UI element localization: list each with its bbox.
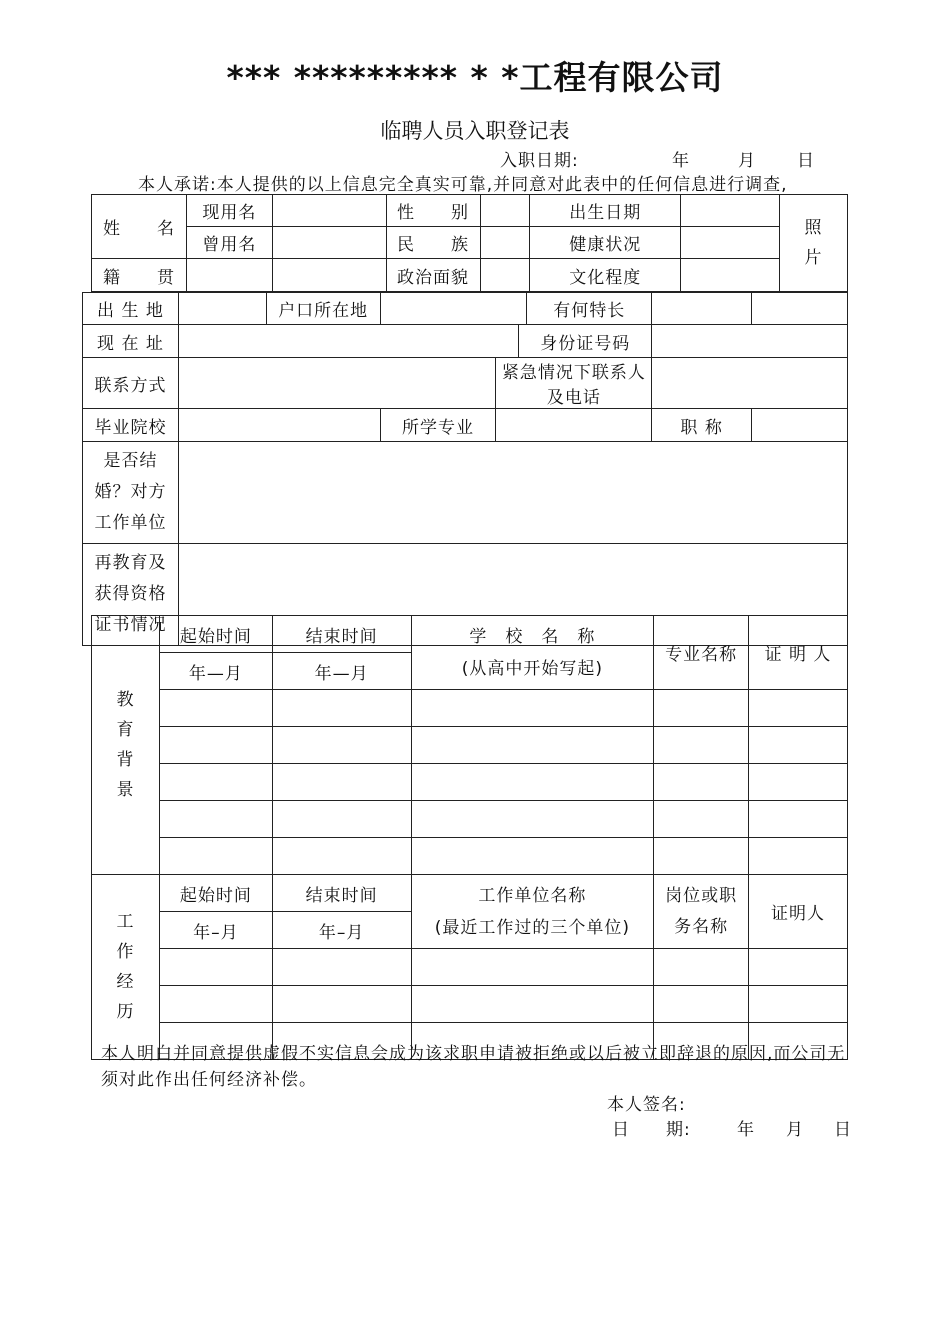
footer-statement: 本人明白并同意提供虚假不实信息会成为该求职申请被拒绝或以后被立即辞退的原因,而公司无须对此作出任何经济补偿。 — [101, 1044, 846, 1090]
entry-date-month: 月 — [738, 151, 756, 171]
edu-witness-header: 证 明 人 — [749, 616, 848, 690]
edu-row-1-start[interactable] — [159, 690, 272, 727]
education-level-label: 文化程度 — [530, 259, 681, 292]
photo-box[interactable] — [780, 195, 848, 292]
work-start-ym: 年–月 — [159, 912, 272, 949]
reeducation-label: 再教育及获得资格证书情况 — [83, 544, 179, 646]
edu-end-ym: 年—月 — [272, 653, 411, 690]
title-label: 职 称 — [652, 409, 752, 442]
title-field[interactable] — [752, 409, 848, 442]
work-end-header: 结束时间 — [272, 875, 411, 912]
entry-date-year: 年 — [672, 151, 690, 171]
form-title: 临聘人员入职登记表 — [380, 119, 570, 143]
married-label: 是否结婚？对方工作单位 — [83, 442, 179, 544]
ethnicity-label: 民 族 — [386, 227, 480, 259]
birthplace-label: 出 生 地 — [83, 293, 179, 325]
photo-label-2: 片 — [804, 248, 823, 268]
contact-table — [82, 292, 848, 646]
work-row-1-post[interactable] — [654, 949, 749, 986]
emergency-label: 紧急情况下联系人及电话 — [496, 358, 652, 409]
edu-row-1-major[interactable] — [654, 690, 749, 727]
edu-char-1: 教 — [116, 690, 135, 710]
edu-school-header — [411, 616, 654, 690]
edu-row-3-school[interactable] — [411, 764, 654, 801]
edu-start-header: 起始时间 — [159, 616, 272, 653]
footer-month: 月 — [786, 1120, 804, 1140]
work-section-label — [92, 875, 160, 1060]
edu-row-2-witness[interactable] — [749, 727, 848, 764]
work-unit-title: 工作单位名称 — [478, 885, 587, 906]
current-name-label: 现用名 — [186, 195, 272, 227]
company-title: *** ********* * *工程有限公司 — [226, 58, 724, 97]
political-label: 政治面貌 — [386, 259, 480, 292]
footer-date-label: 日 期: — [612, 1120, 691, 1140]
political-field[interactable] — [480, 259, 530, 292]
work-unit-note: (最近工作过的三个单位) — [434, 917, 630, 938]
current-name-field[interactable] — [272, 195, 386, 227]
work-char-3: 经 — [116, 972, 135, 992]
work-start-header: 起始时间 — [159, 875, 272, 912]
married-field[interactable] — [178, 442, 847, 544]
school-field[interactable] — [178, 409, 380, 442]
edu-row-2-major[interactable] — [654, 727, 749, 764]
edu-row-3-witness[interactable] — [749, 764, 848, 801]
edu-row-4-major[interactable] — [654, 801, 749, 838]
native-place-field-2[interactable] — [272, 259, 386, 292]
edu-row-1-witness[interactable] — [749, 690, 848, 727]
edu-row-4-end[interactable] — [272, 801, 411, 838]
photo-label-1: 照 — [804, 218, 823, 238]
contact-method-field[interactable] — [178, 358, 496, 409]
work-row-2-witness[interactable] — [749, 986, 848, 1023]
edu-school-title: 学 校 名 称 — [469, 626, 596, 647]
hukou-field[interactable] — [380, 293, 527, 325]
work-row-1-end[interactable] — [272, 949, 411, 986]
native-place-field-1[interactable] — [186, 259, 272, 292]
specialty-label: 有何特长 — [527, 293, 652, 325]
specialty-field-1[interactable] — [652, 293, 752, 325]
entry-date-label: 入职日期: — [500, 151, 579, 171]
edu-row-4-witness[interactable] — [749, 801, 848, 838]
education-section-label — [92, 616, 160, 875]
address-field[interactable] — [178, 325, 518, 358]
pledge-text: 本人承诺:本人提供的以上信息完全真实可靠,并同意对此表中的任何信息进行调查, — [138, 175, 788, 195]
emergency-field[interactable] — [652, 358, 848, 409]
education-level-field[interactable] — [681, 259, 780, 292]
basic-info-table — [91, 194, 848, 292]
health-field[interactable] — [681, 227, 780, 259]
work-post-header: 岗位或职务名称 — [654, 875, 749, 949]
edu-end-header: 结束时间 — [272, 616, 411, 653]
contact-method-label: 联系方式 — [83, 358, 179, 409]
work-unit-header — [411, 875, 654, 949]
edu-char-3: 背 — [116, 750, 135, 770]
footer-year: 年 — [737, 1120, 755, 1140]
work-char-2: 作 — [116, 942, 135, 962]
edu-major-header: 专业名称 — [654, 616, 749, 690]
edu-row-1-school[interactable] — [411, 690, 654, 727]
edu-row-2-end[interactable] — [272, 727, 411, 764]
birth-date-label: 出生日期 — [530, 195, 681, 227]
id-number-field[interactable] — [652, 325, 848, 358]
work-char-4: 历 — [116, 1002, 135, 1022]
entry-date-day: 日 — [797, 151, 815, 171]
edu-row-5-school[interactable] — [411, 838, 654, 875]
address-label: 现 在 址 — [83, 325, 179, 358]
edu-row-4-start[interactable] — [159, 801, 272, 838]
school-label: 毕业院校 — [83, 409, 179, 442]
edu-row-5-witness[interactable] — [749, 838, 848, 875]
edu-row-3-start[interactable] — [159, 764, 272, 801]
work-row-1-witness[interactable] — [749, 949, 848, 986]
native-place-label: 籍 贯 — [92, 259, 187, 292]
edu-row-5-major[interactable] — [654, 838, 749, 875]
specialty-field-2[interactable] — [752, 293, 848, 325]
work-row-2-post[interactable] — [654, 986, 749, 1023]
work-row-1-start[interactable] — [159, 949, 272, 986]
edu-row-5-start[interactable] — [159, 838, 272, 875]
history-table — [91, 615, 848, 1060]
gender-label: 性 别 — [386, 195, 480, 227]
edu-row-3-major[interactable] — [654, 764, 749, 801]
work-witness-header: 证明人 — [749, 875, 848, 949]
birthplace-field[interactable] — [178, 293, 266, 325]
footer-day: 日 — [834, 1120, 852, 1140]
edu-start-ym: 年—月 — [159, 653, 272, 690]
edu-row-2-school[interactable] — [411, 727, 654, 764]
edu-school-note: (从高中开始写起) — [461, 658, 603, 679]
work-char-1: 工 — [116, 912, 135, 932]
former-name-label: 曾用名 — [186, 227, 272, 259]
edu-char-4: 景 — [116, 780, 135, 800]
signature-label: 本人签名: — [607, 1095, 686, 1115]
work-end-ym: 年–月 — [272, 912, 411, 949]
edu-char-2: 育 — [116, 720, 135, 740]
former-name-field[interactable] — [272, 227, 386, 259]
major-label: 所学专业 — [380, 409, 496, 442]
work-row-2-end[interactable] — [272, 986, 411, 1023]
work-row-2-start[interactable] — [159, 986, 272, 1023]
work-row-1-unit[interactable] — [411, 949, 654, 986]
ethnicity-field[interactable] — [480, 227, 530, 259]
hukou-label: 户口所在地 — [266, 293, 380, 325]
id-number-label: 身份证号码 — [519, 325, 652, 358]
birth-date-field[interactable] — [681, 195, 780, 227]
edu-row-2-start[interactable] — [159, 727, 272, 764]
edu-row-5-end[interactable] — [272, 838, 411, 875]
gender-field[interactable] — [480, 195, 530, 227]
work-row-2-unit[interactable] — [411, 986, 654, 1023]
health-label: 健康状况 — [530, 227, 681, 259]
major-field[interactable] — [496, 409, 652, 442]
edu-row-4-school[interactable] — [411, 801, 654, 838]
edu-row-1-end[interactable] — [272, 690, 411, 727]
name-label: 姓 名 — [92, 195, 187, 259]
edu-row-3-end[interactable] — [272, 764, 411, 801]
